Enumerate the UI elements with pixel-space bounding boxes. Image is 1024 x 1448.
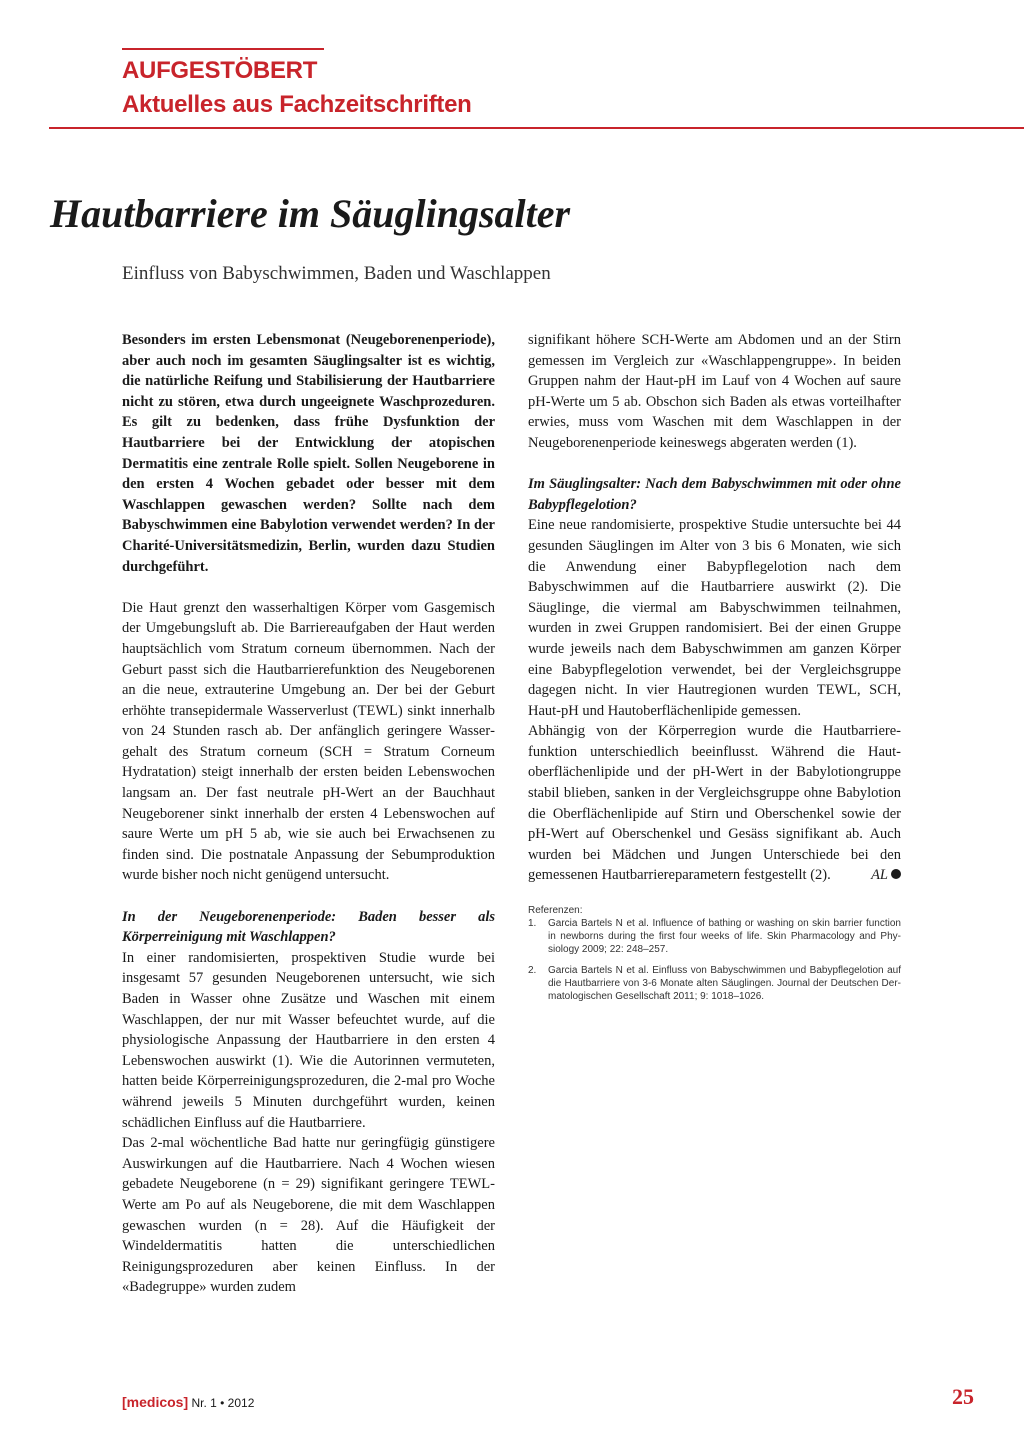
article-title: Hautbarriere im Säuglingsalter	[50, 191, 571, 236]
header-divider	[49, 127, 1024, 129]
footer-publication	[122, 1394, 254, 1410]
article-subtitle: Einfluss von Babyschwimmen, Baden und Waschlappen	[122, 263, 551, 284]
end-mark-icon	[891, 869, 901, 879]
column-right	[528, 330, 901, 1011]
article-intro: Die Haut grenzt den wasserhaltigen Körper vom Gasgemisch der Umgebungsluft ab. Die Barriereaufgaben der Haut werden hauptsächlich vom Stratum corneum übernommen. Nach der Geburt passt sich die Hautbarrierefunktion des Neugeborenen an die neue, extrauterine Umgebung an. Der bei der Geburt erhöhte transepidermale Wasserverlust (TEWL) sinkt innerhalb von 24 Stunden rasch ab. Der anfänglich geringere Wassergehalt des Stratum corneum (SCH = Stratum Corneum Hydratation) steigt innerhalb der ersten beiden Lebenswochen langsam an. Der fast neutrale pH-Wert an der Bauchhaut Neugeborener sinkt innerhalb der ersten 4 Lebenswochen auf saure Werte um pH 5 ab, wie sie auch bei Erwachsenen zu finden sind. Die postnatale Anpassung der Sebumproduktion wurde bisher noch nicht genügend untersucht.	[122, 599, 495, 884]
reference-item	[528, 964, 901, 1003]
page-number: 25	[952, 1384, 974, 1409]
section-rule-top	[122, 48, 324, 50]
author-signature	[871, 865, 901, 886]
paragraph-infant-2-text: Abhängig von der Körperregion wurde die Hautbarrierefunktion unterschiedlich beeinflusst. Während die Hautoberflächenlipide und der pH-Wert in der Babylotiongruppe stabil blieben, sanken in der Vergleichsgruppe ohne Babylotion die Oberflächenlipide auf Stirn und Oberschenkel sowie der pH-Wert auf Oberschenkel und Gesäss signifikant ab. Auch wurden bei Mädchen und Jungen Unterschiede bei den gemessenen Hautbarriereparametern festgestellt (2).	[528, 723, 901, 884]
reference-number: 1.	[528, 918, 537, 930]
article-lead: Besonders im ersten Lebensmonat (Neugeborenenperiode), aber auch noch im gesamten Säuglingsalter ist es wichtig, die natürliche Reifung und Stabilisierung der Hautbarriere nicht zu stören, etwa durch ungeeignete Waschprozeduren. Es gilt zu bedenken, dass frühe Dysfunktion der Hautbarriere bei der Entwicklung der atopischen Dermatitis eine zentrale Rolle spielt. Sollen Neugeborene in den ersten 4 Wochen gebadet oder besser mit dem Waschlappen gewaschen werden? Sollte nach dem Babyschwimmen eine Babylotion verwendet werden? In der Charité-Universitätsmedizin, Berlin, wurden dazu Studien durchgeführt.	[122, 332, 495, 575]
reference-text: Garcia Bartels N et al. Influence of bathing or washing on skin barrier function in newborns during the first four weeks of life. Skin Pharmacology and Physiology 2009; 22: 248–257.	[548, 918, 901, 956]
references-title: Referenzen:	[528, 905, 583, 917]
footer-brand: [medicos]	[122, 1394, 189, 1410]
section-subtitle: Aktuelles aus Fachzeitschriften	[122, 91, 472, 118]
reference-number: 2.	[528, 965, 537, 977]
column-left	[122, 330, 495, 1298]
paragraph-newborn-2: Das 2-mal wöchentliche Bad hatte nur geringfügig günstigere Auswirkungen auf die Hautbarriere. Nach 4 Wochen wiesen gebadete Neugeborene (n = 29) signifikant geringere TEWL-Werte am Po auf als Neugeborene, die mit dem Waschlappen gewaschen wurden (n = 28). Auf die Häufigkeit der Windeldermatitis hatten die unterschiedlichen Reinigungsprozeduren aber keinen Einfluss. In der «Badegruppe» wurden zudem	[122, 1135, 495, 1296]
reference-text: Garcia Bartels N et al. Einfluss von Babyschwimmen und Babypflegelotion auf die Hautbarriere von 3-6 Monate alten Säuglingen. Journal der Deutschen Dermatologischen Gesellschaft 2011; 9: 1018–1026.	[548, 965, 901, 1003]
section-label: AUFGESTÖBERT	[122, 57, 318, 84]
section-heading-infant: Im Säuglingsalter: Nach dem Babyschwimmen mit oder ohne Babypflegelotion?	[528, 476, 901, 513]
paragraph-newborn-1: In einer randomisierten, prospektiven Studie wurde bei insgesamt 57 gesunden Neugeborenen untersucht, wie sich Baden in Wasser ohne Zusätze und Waschen mit einem Waschlappen, der nur mit Wasser befeuchtet wurde, auf die physiologische Anpassung der Hautbarriere in den ersten 4 Lebenswochen auswirkt (1). Wie die Autorinnen vermuteten, hatten beide Körperreinigungsprozeduren, die 2-mal pro Woche während jeweils 5 Minuten durchgeführt wurden, keinen schädlichen Einfluss auf die Hautbarriere.	[122, 949, 495, 1131]
references	[528, 904, 901, 1003]
paragraph-infant-2	[528, 721, 901, 886]
reference-item	[528, 917, 901, 956]
author-initials: AL	[871, 867, 888, 884]
paragraph-infant-1: Eine neue randomisierte, prospektive Studie untersuchte bei 44 gesunden Säuglingen im Alter von 3 bis 6 Monaten, wie sich die Anwendung einer Babypflegelotion nach dem Babyschwimmen auf die Hautbarriere auswirkt (2). Die Säuglinge, die viermal am Babyschwimmen teilnahmen, wurden in zwei Gruppen randomisiert. Bei der einen Gruppe wurde jeweils nach dem Babyschwimmen am ganzen Körper eine Babypflegelotion verwendet, bei der Vergleichsgruppe dagegen nicht. In vier Hautregionen wurden TEWL, SCH, Haut-pH und Hautoberflächenlipide gemessen.	[528, 517, 901, 719]
footer-issue: Nr. 1 • 2012	[191, 1396, 255, 1410]
paragraph-newborn-3: signifikant höhere SCH-Werte am Abdomen und an der Stirn gemessen im Vergleich zur «Waschlappengruppe». In beiden Gruppen nahm der Haut-pH im Lauf von 4 Wochen auf saure pH-Werte um 5 ab. Obschon sich Baden als etwas vorteilhafter erwies, muss vom Waschen mit dem Waschlappen in der Neugeborenenperiode keineswegs abgeraten werden (1).	[528, 332, 901, 451]
section-heading-newborn: In der Neugeborenenperiode: Baden besser als Körperreinigung mit Waschlappen?	[122, 908, 495, 946]
